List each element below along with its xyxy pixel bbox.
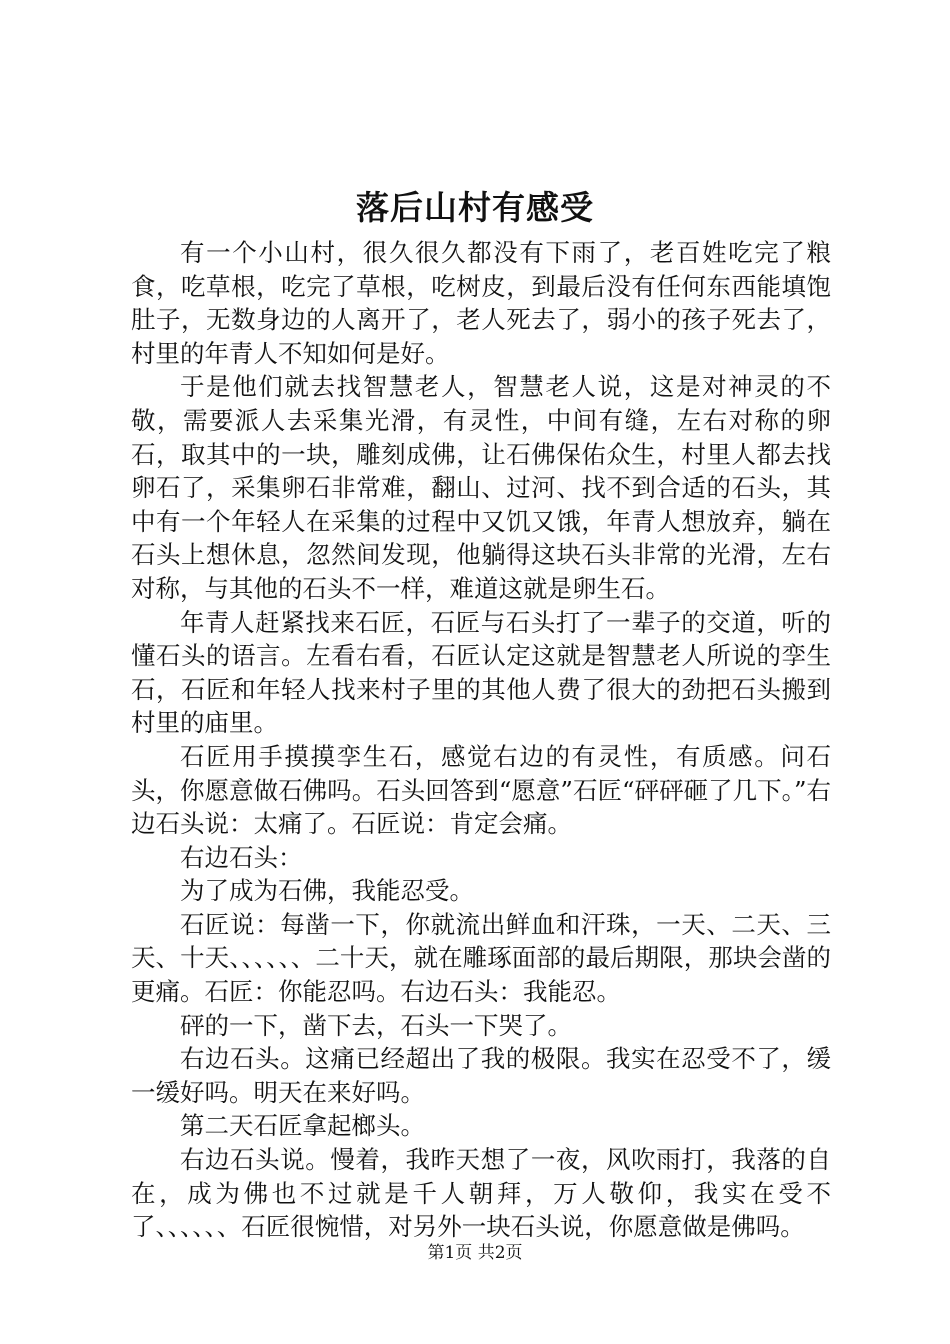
paragraph: 年青人赶紧找来石匠，石匠与石头打了一辈子的交道，听的懂石头的语言。左看右看，石匠认定这就是智慧老人所说的孪生石，石匠和年轻人找来村子里的其他人费了很大的劲把石头搬到村里的庙里。 <box>131 607 831 738</box>
paragraph: 有一个小山村，很久很久都没有下雨了，老百姓吃完了粮食，吃草根，吃完了草根，吃树皮，到最后没有任何东西能填饱肚子，无数身边的人离开了，老人死去了，弱小的孩子死去了，村里的年青人不知如何是好。 <box>131 238 831 368</box>
paragraph: 砰的一下，凿下去，石头一下哭了。 <box>180 1010 572 1040</box>
paragraph: 于是他们就去找智慧老人，智慧老人说，这是对神灵的不敬，需要派人去采集光滑，有灵性，中间有缝，左右对称的卵石，取其中的一块，雕刻成佛，让石佛保佑众生，村里人都去找卵石了，采集卵石非常难，翻山、过河、找不到合适的石头，其中有一个年轻人在采集的过程中又饥又饿，年青人想放弃，躺在石头上想休息，忽然间发现，他躺得这块石头非常的光滑，左右对称，与其他的石头不一样，难道这就是卵生石。 <box>131 372 831 603</box>
page-footer: 第1页 共2页 <box>427 1243 523 1263</box>
paragraph: 石匠说：每凿一下，你就流出鲜血和汗珠，一天、二天、三天、十天、、、、、、二十天，就在雕琢面部的最后期限，那块会凿的更痛。石匠：你能忍吗。右边石头：我能忍。 <box>131 909 831 1007</box>
paragraph: 第二天石匠拿起榔头。 <box>180 1111 425 1141</box>
paragraph: 石匠用手摸摸孪生石，感觉右边的有灵性，有质感。问石头，你愿意做石佛吗。石头回答到“愿意”石匠“砰砰砸了几下。”右边石头说：太痛了。石匠说：肯定会痛。 <box>131 741 831 839</box>
paragraph: 右边石头说。慢着，我昨天想了一夜，风吹雨打，我落的自在，成为佛也不过就是千人朝拜，万人敬仰，我实在受不了、、、、、、石匠很惋惜，对另外一块石头说，你愿意做是佛吗。 <box>131 1145 831 1242</box>
document-title: 落后山村有感受 <box>356 188 594 227</box>
paragraph: 右边石头： <box>180 842 303 872</box>
paragraph: 右边石头。这痛已经超出了我的极限。我实在忍受不了，缓一缓好吗。明天在来好吗。 <box>131 1044 831 1107</box>
document-body <box>131 236 831 1244</box>
paragraph: 为了成为石佛，我能忍受。 <box>180 876 474 906</box>
